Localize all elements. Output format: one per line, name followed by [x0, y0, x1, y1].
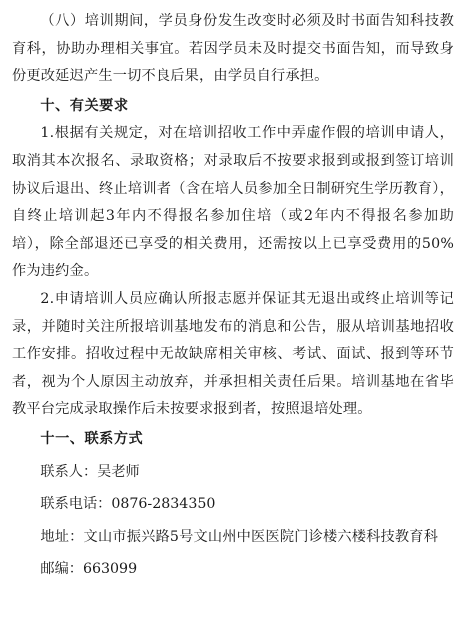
requirement-item-1: 1.根据有关规定，对在培训招收工作中弄虚作假的培训申请人，取消其本次报名、录取资格；对录取后不按要求报到或报到签订培训协议后退出、终止培训者（含在培人员参加全日制研究生学历教育），自终止培训起3年内不得报名参加住培（或2年内不得报名参加助培），除全部退还已享受的相关费用，还需按以上已享受费用的50%作为违约金。	[12, 125, 454, 280]
contact-phone: 联系电话：0876-2834350	[40, 496, 216, 513]
paragraph-item-8: （八）培训期间，学员身份发生改变时必须及时书面告知科技教育科，协助办理相关事宜。若因学员未及时提交书面告知，而导致身份更改延迟产生一切不良后果，由学员自行承担。	[12, 13, 454, 85]
section-heading-contact: 十一、联系方式	[40, 430, 144, 447]
contact-address: 地址：文山市振兴路5号文山州中医医院门诊楼六楼科技教育科	[40, 528, 439, 545]
contact-postcode: 邮编：663099	[40, 561, 138, 578]
contact-person: 联系人：吴老师	[40, 463, 140, 480]
requirement-item-2: 2.申请培训人员应确认所报志愿并保证其无退出或终止培训等记录，并随时关注所报培训基地发布的消息和公告，服从培训基地招收工作安排。招收过程中无故缺席相关审核、考试、面试、报到等环节者，视为个人原因主动放弃，并承担相关责任后果。培训基地在省毕教平台完成录取操作后未按要求报到者，按照退培处理。	[12, 290, 454, 418]
section-heading-requirements: 十、有关要求	[40, 97, 129, 114]
